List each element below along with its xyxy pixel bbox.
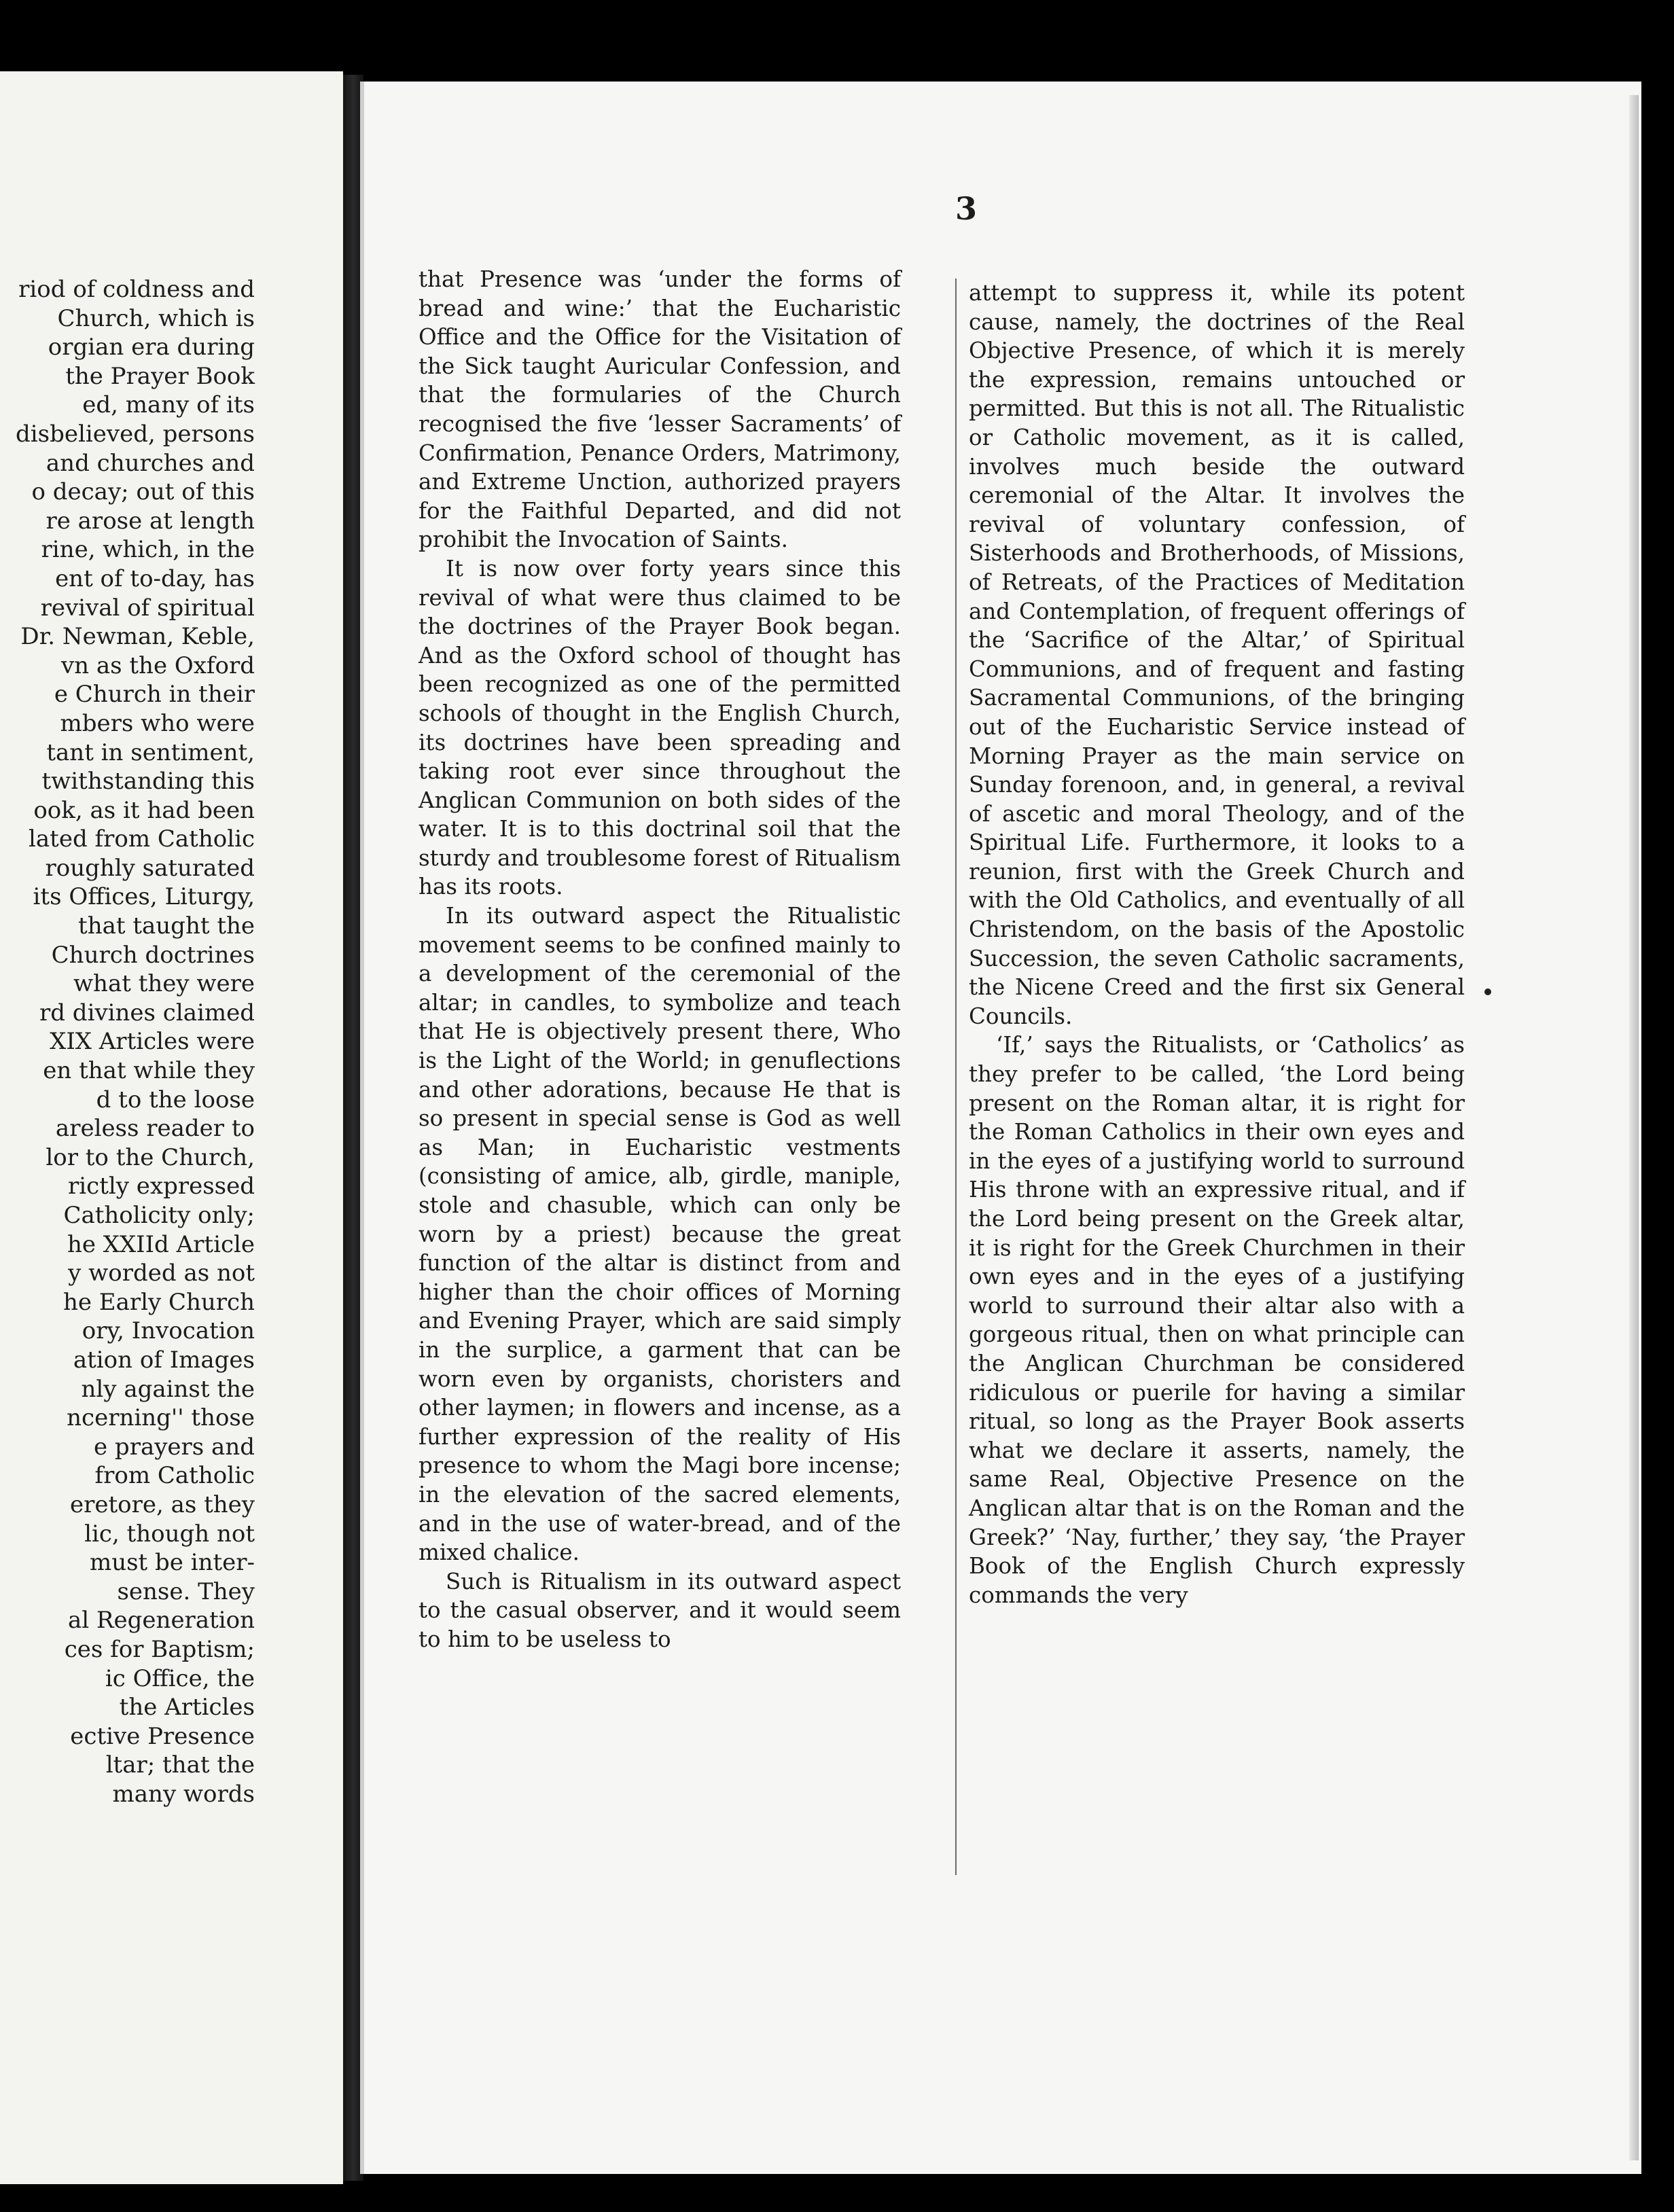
paragraph: Such is Ritualism in its outward aspect to the casual observer, and it would seem to him to be useless to: [418, 1568, 901, 1652]
left-page-text-column: [0, 275, 255, 1808]
text-line: tant in sentiment,: [46, 738, 255, 766]
text-line: ory, Invocation: [82, 1317, 255, 1345]
paragraph: ‘If,’ says the Ritualists, or ‘Catholics’ as they prefer to be called, ‘the Lord being present on the Roman altar, it is right for the Roman Catholics in their own eyes and in the eyes of a justifying world to surround His throne with an expressive ritual, and if the Lord being present on the Greek altar, it is right for the Greek Churchmen in their own eyes and in the eyes of a justifying world to surround their altar also with a gorgeous ritual, then on what principle can the Anglican Churchman be considered ridiculous or puerile for having a similar ritual, so long as the Prayer Book asserts what we declare it asserts, namely, the same Real, Objective Presence on the Anglican altar that is on the Roman and the Greek?’ ‘Nay, further,’ they say, ‘the Prayer Book of the English Church expressly commands the very: [969, 1032, 1465, 1608]
text-line: what they were: [73, 970, 255, 998]
text-line: o decay; out of this: [31, 478, 255, 506]
current-page: [360, 82, 1641, 2174]
text-line: e prayers and: [94, 1433, 255, 1461]
text-line: ces for Baptism;: [64, 1635, 255, 1663]
text-line: lated from Catholic: [29, 825, 255, 853]
text-line: eretore, as they: [69, 1491, 255, 1518]
text-line: Dr. Newman, Keble,: [20, 623, 255, 651]
text-line: ltar; that the: [105, 1751, 255, 1779]
text-line: from Catholic: [94, 1462, 255, 1490]
text-line: rd divines claimed: [39, 999, 255, 1027]
text-line: the Articles: [119, 1694, 255, 1722]
text-line: y worded as not: [68, 1260, 255, 1287]
text-line: sense. They: [117, 1577, 255, 1605]
text-line: ed, many of its: [82, 391, 255, 419]
ink-speck: [1484, 988, 1491, 995]
text-line: ook, as it had been: [33, 796, 255, 824]
text-line: the Prayer Book: [65, 362, 255, 390]
text-line: many words: [112, 1780, 255, 1808]
text-line: lor to the Church,: [46, 1143, 255, 1171]
text-line: XIX Articles were: [50, 1028, 255, 1056]
text-column-2: [969, 279, 1465, 1609]
paragraph: It is now over forty years since this revival of what were thus claimed to be the doctrines of the Prayer Book began. And as the Oxford school of thought has been recognized as one of the permitted schools of thought in the English Church, its doctrines have been spreading and taking root ever since throughout the Anglican Communion on both sides of the water. It is to this doctrinal soil that the sturdy and troublesome forest of Ritualism has its roots.: [418, 555, 901, 900]
text-line: ective Presence: [70, 1722, 255, 1750]
text-line: he XXIId Article: [67, 1230, 255, 1258]
text-line: and churches and: [46, 449, 255, 477]
text-line: lic, though not: [84, 1520, 255, 1548]
text-line: roughly saturated: [45, 854, 255, 882]
text-line: Church, which is: [57, 304, 255, 332]
column-divider: [955, 279, 957, 1875]
text-line: its Offices, Liturgy,: [33, 883, 255, 911]
text-line: must be inter-: [89, 1549, 255, 1577]
text-line: orgian era during: [48, 334, 255, 361]
text-line: riod of coldness and: [18, 276, 255, 303]
text-line: revival of spiritual: [40, 594, 255, 622]
text-line: he Early Church: [63, 1288, 255, 1316]
text-line: ation of Images: [73, 1346, 255, 1374]
page-number: 3: [955, 190, 978, 227]
previous-page-fragment: [0, 71, 343, 2184]
text-line: rine, which, in the: [41, 536, 255, 564]
text-line: nly against the: [81, 1375, 255, 1403]
text-line: areless reader to: [55, 1115, 255, 1143]
text-line: mbers who were: [60, 709, 255, 737]
text-line: re arose at length: [46, 507, 255, 535]
text-line: rictly expressed: [68, 1173, 255, 1200]
paragraph: In its outward aspect the Ritualistic movement seems to be confined mainly to a development of the ceremonial of the altar; in candles, to symbolize and teach that He is objectively present there, Who is the Light of the World; in genuflections and other adorations, because He that is so present in special sense is God as well as Man; in Eucharistic vestments (consisting of amice, alb, girdle, maniple, stole and chasuble, which can only be worn by a priest) because the great function of the altar is distinct from and higher than the choir offices of Morning and Evening Prayer, which are said simply in the surplice, a garment that can be worn even by organists, choristers and other laymen; in flowers and incense, as a further expression of the reality of His presence to whom the Magi bore incense; in the elevation of the sacred elements, and in the use of water-bread, and of the mixed chalice.: [418, 903, 901, 1566]
paragraph: attempt to suppress it, while its potent cause, namely, the doctrines of the Real Objective Presence, of which it is merely the expression, remains untouched or permitted. But this is not all. The Ritualistic or Catholic movement, as it is called, involves much beside the outward ceremonial of the Altar. It involves the revival of voluntary confession, of Sisterhoods and Brotherhoods, of Missions, of Retreats, of the Practices of Meditation and Contemplation, of frequent offerings of the ‘Sacrifice of the Altar,’ of Spiritual Communions, and of frequent and fasting Sacramental Communions, of the bringing out of the Eucharistic Service instead of Morning Prayer as the main service on Sunday forenoon, and, in general, a revival of ascetic and moral Theology, and of the Spiritual Life. Furthermore, it looks to a reunion, first with the Greek Church and with the Old Catholics, and eventually of all Christendom, on the basis of the Apostolic Succession, the seven Catholic sacraments, the Nicene Creed and the first six General Councils.: [969, 280, 1465, 1029]
text-line: disbelieved, persons: [16, 420, 255, 448]
text-line: al Regeneration: [67, 1607, 255, 1635]
text-line: e Church in their: [54, 681, 255, 709]
text-line: Catholicity only;: [63, 1202, 255, 1229]
text-line: ic Office, the: [105, 1664, 255, 1692]
text-line: ent of to-day, has: [55, 565, 255, 592]
text-line: ncerning'' those: [67, 1404, 255, 1432]
paragraph: that Presence was ‘under the forms of bread and wine:’ that the Eucharistic Office and the Office for the Visitation of the Sick taught Auricular Confession, and that the formularies of the Church recognised the five ‘lesser Sacraments’ of Confirmation, Penance Orders, Matrimony, and Extreme Unction, authorized prayers for the Faithful Departed, and did not prohibit the Invocation of Saints.: [418, 266, 901, 553]
text-line: d to the loose: [96, 1086, 255, 1113]
page-edge: [1629, 95, 1639, 2160]
text-column-1: [418, 265, 901, 1654]
text-line: that taught the: [78, 912, 255, 940]
text-line: Church doctrines: [51, 941, 255, 969]
text-line: en that while they: [43, 1057, 255, 1085]
text-line: vn as the Oxford: [60, 652, 255, 679]
text-line: twithstanding this: [41, 768, 255, 796]
